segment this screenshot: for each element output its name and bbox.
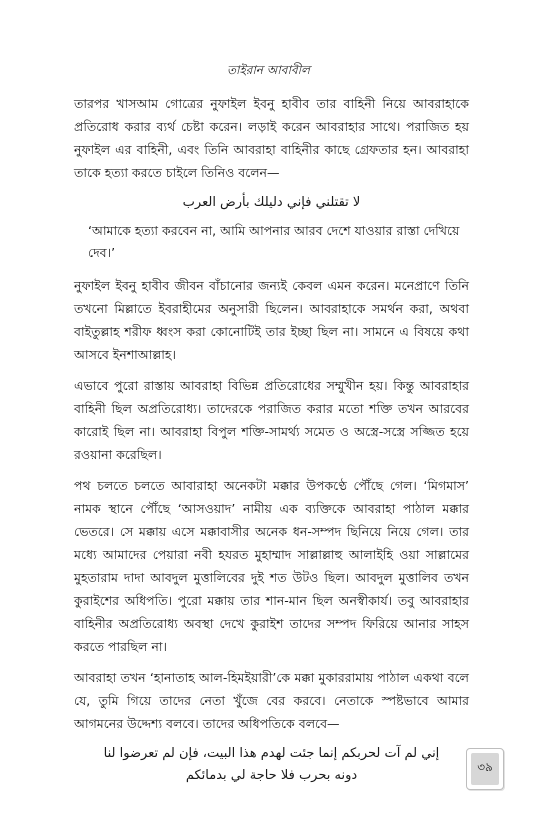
arabic-quote: لا تقتلني فإني دليلك بأرض العرب <box>182 195 361 210</box>
paragraph: তারপর খাসআম গোত্রের নুফাইল ইবনু হাবীব তার বাহিনী নিয়ে আবরাহাকে প্রতিরোধ করার ব্যর্থ চেষ্টা করেন। লড়াই করেন আবরাহার সাথে। পরাজিত হয় নুফাইল এর বাহিনী, এবং তিনি আবরাহা বাহিনীর কাছে গ্রেফতার হন। আবরাহা তাকে হত্যা করতে চাইলে তিনিও বলেন— <box>74 96 469 180</box>
paragraph: পথ চলতে চলতে আবারাহা অনেকটা মক্কার উপকণ্ঠে পৌঁছে গেল। ‘মিগমাস’ নামক স্থানে পৌঁছে ‘আসওয়াদ’ নামীয় এক ব্যক্তিকে আবরাহা পাঠাল মক্কার ভেতরে। সে মক্কায় এসে মক্কাবাসীর অনেক ধন-সম্পদ ছিনিয়ে নিয়ে গেল। তার মধ্যে আমাদের পেয়ারা নবী হযরত মুহাম্মাদ সাল্লাল্লাহু আলাইহি ওয়া সাল্লামের মুহতারাম দাদা আবদুল মুত্তালিবের দুই শত উটও ছিল। আবদুল মুত্তালিব তখন কুরাইশের অধিপতি। পুরো মক্কায় তার শান-মান ছিল অনস্বীকার্য। তবু আবরাহার বাহিনীর অপ্রতিরোধ্য অবস্থা দেখে কুরাইশ তাদের সম্পদ ফিরিয়ে আনার সাহস করতে পারছিল না। <box>74 478 469 654</box>
running-title: তাইরান আবাবীল <box>227 63 310 77</box>
translation-quote: ‘আমাকে হত্যা করবেন না, আমি আপনার আরব দেশে যাওয়ার রাস্তা দেখিয়ে দেব।’ <box>88 223 460 260</box>
arabic-quote-line: دونه بحرب فلا حاجة لي بدمائكم <box>185 768 358 783</box>
page-number: ৩৯ <box>471 753 499 785</box>
paragraph: আবরাহা তখন ‘হানাতাহ আল-হিমইয়ারী’কে মক্কা মুকাররামায় পাঠাল একথা বলে যে, তুমি গিয়ে তাদের নেতা খুঁজে বের করবে। নেতাকে স্পষ্টভাবে আমার আগমনের উদ্দেশ্য বলবে। তাদের অধিপতিকে বলবে— <box>74 670 469 731</box>
paragraph: নুফাইল ইবনু হাবীব জীবন বাঁচানোর জন্যই কেবল এমন করেন। মনেপ্রাণে তিনি তখনো মিল্লাতে ইবরাহীমের অনুসারী ছিলেন। আবরাহাকে সমর্থন করা, অথবা বাইতুল্লাহ শরীফ ধ্বংস করা কোনোটিই তার ইচ্ছা ছিল না। সামনে এ বিষয়ে কথা আসবে ইনশাআল্লাহ। <box>74 278 469 362</box>
page-body <box>74 92 469 793</box>
paragraph: এভাবে পুরো রাস্তায় আবরাহা বিভিন্ন প্রতিরোধের সম্মুখীন হয়। কিন্তু আবরাহার বাহিনী ছিল অপ্রতিরোধ্য। তাদেরকে পরাজিত করার মতো শক্তি তখন আরবের কারোই ছিল না। আবরাহা বিপুল শক্তি-সামর্থ্য সমেত ও অস্ত্রে-সস্ত্রে সজ্জিত হয়ে রওয়ানা করেছিল। <box>74 378 469 462</box>
arabic-quote-line: إني لم آت لحربكم إنما جئت لهدم هذا البيت، فإن لم تعرضوا لنا <box>103 746 440 761</box>
page-number-box <box>466 748 504 790</box>
